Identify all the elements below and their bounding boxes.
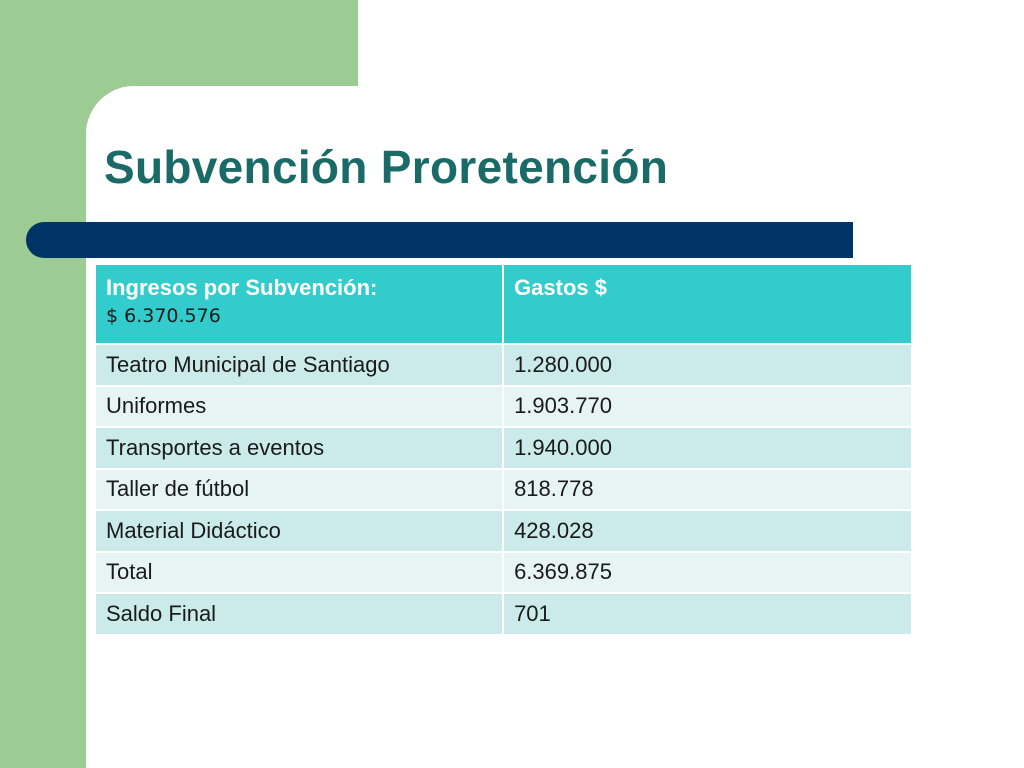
row-amount: 818.778 [503,469,912,511]
table-row-total [95,552,912,594]
header-income-title: Ingresos por Subvención: [106,275,378,300]
row-amount: 1.940.000 [503,427,912,469]
row-item: Transportes a eventos [95,427,503,469]
table-row [95,344,912,386]
table-row [95,386,912,428]
row-amount: 6.369.875 [503,552,912,594]
row-item: Taller de fútbol [95,469,503,511]
header-income-cell [95,264,503,344]
row-amount: 1.903.770 [503,386,912,428]
table-row [95,469,912,511]
row-item: Total [95,552,503,594]
row-item: Saldo Final [95,593,503,635]
header-expenses-cell: Gastos $ [503,264,912,344]
budget-table [94,263,913,636]
table-row [95,510,912,552]
slide-title: Subvención Proretención [104,141,669,193]
row-item: Teatro Municipal de Santiago [95,344,503,386]
title-accent-bar [26,222,853,258]
table-row [95,427,912,469]
row-amount: 701 [503,593,912,635]
table-header-row [95,264,912,344]
row-item: Material Didáctico [95,510,503,552]
row-amount: 1.280.000 [503,344,912,386]
row-amount: 428.028 [503,510,912,552]
row-item: Uniformes [95,386,503,428]
header-income-amount: $ 6.370.576 [106,305,221,327]
table-row-balance [95,593,912,635]
